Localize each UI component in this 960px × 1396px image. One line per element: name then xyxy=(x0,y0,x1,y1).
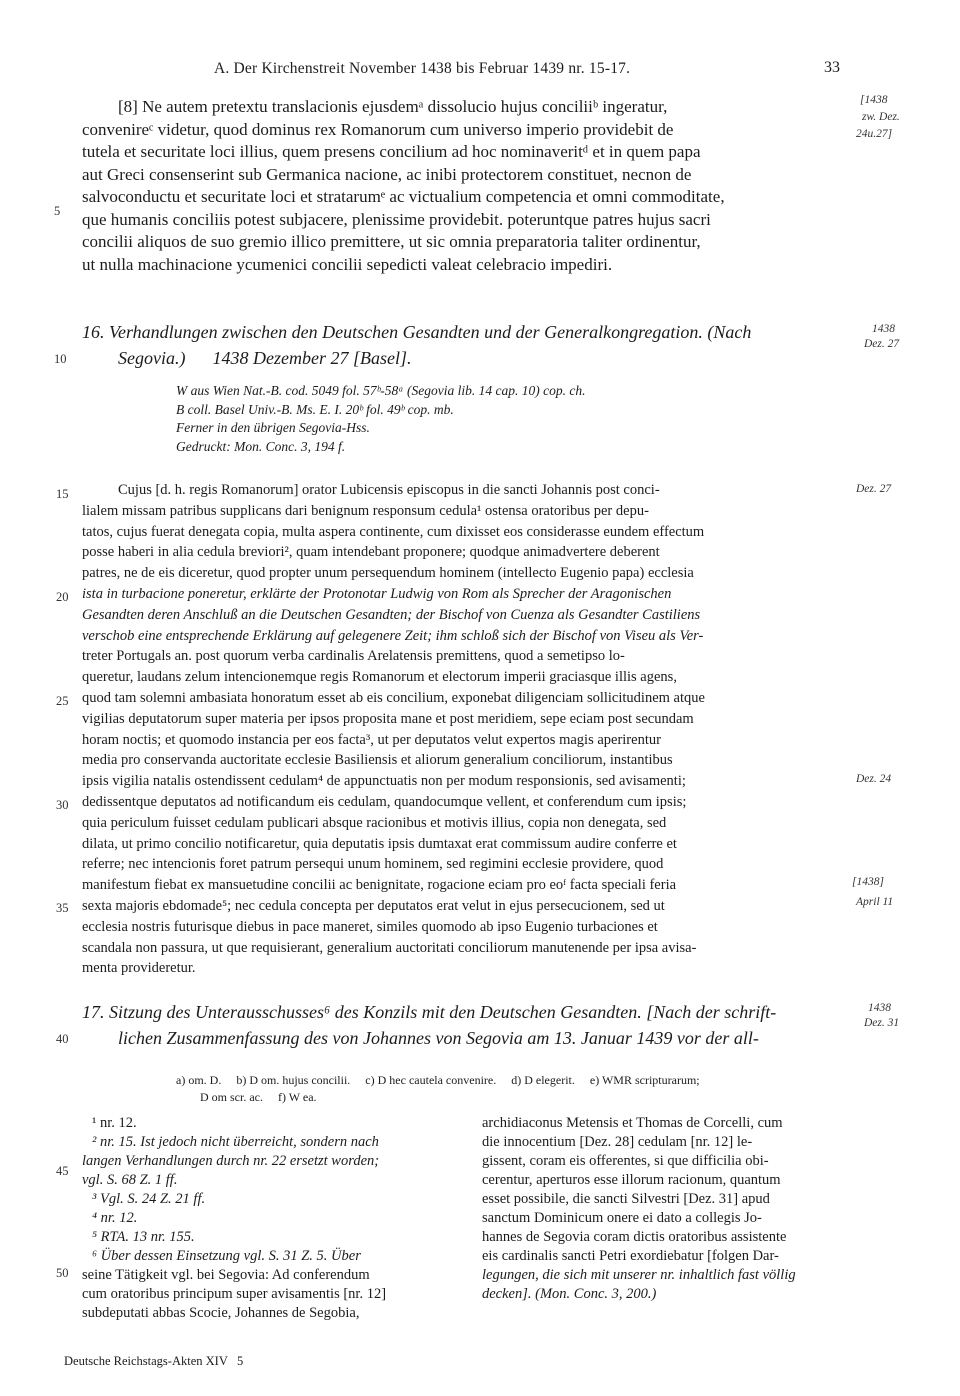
footnote-line: die innocentium [Dez. 28] cedulam [nr. 12] le- xyxy=(482,1134,753,1150)
text-line: ista in turbacione poneretur, erklärte der Protonotar Ludwig von Rom als Sprecher der Aragonischen xyxy=(82,585,672,602)
text-line: posse haberi in alia cedula breviori², quam intendebant proponere; quodque animadvertere deberent xyxy=(82,544,660,561)
footnote-line: seine Tätigkeit vgl. bei Segovia: Ad conferendum xyxy=(82,1267,370,1283)
doc-16-sources xyxy=(176,382,585,456)
text-line: vigilias deputatorum super materia per ipsos proposita mane et post meridiem, sepe eciam post secundam xyxy=(82,710,694,727)
text-line: convenireᶜ videtur, quod dominus rex Romanorum cum universo imperio providebit de xyxy=(82,119,674,139)
margin-date: 1438 xyxy=(868,1002,891,1014)
text-line: media pro conservanda auctoritate ecclesie Basiliensis et aliorum generalium conciliorum, instantibus xyxy=(82,752,673,769)
doc-16-text xyxy=(82,480,852,979)
text-line: scandala non passura, ut que requisierant, generalium auctoritati conciliorum manutenende per ipsa avisa- xyxy=(82,939,697,956)
footnote-line: ² nr. 15. Ist jedoch nicht überreicht, sondern nach xyxy=(92,1134,379,1150)
source-line: B coll. Basel Univ.-B. Ms. E. I. 20ᵇ fol. 49ᵇ cop. mb. xyxy=(176,401,454,417)
text-line: salvoconductu et securitate loci et stratarumᵉ ac victualium competencia et omni commoditate, xyxy=(82,187,725,206)
line-number: 50 xyxy=(56,1266,69,1280)
footnote-line: cum oratoribus principum super avisamentis [nr. 12] xyxy=(82,1286,387,1302)
text-line: queretur, laudans zelum intencionemque regis Romanorum et electorum imperii graciasque illis agens, xyxy=(82,669,677,686)
margin-note: Dez. 24 xyxy=(856,773,892,785)
line-number: 20 xyxy=(56,590,69,604)
page-number: 33 xyxy=(824,59,840,76)
text-line: treter Portugals an. post quorum verba cardinalis Arelatensis premittens, quod a semetipso lo- xyxy=(82,648,625,665)
text-line: menta provideretur. xyxy=(82,960,196,977)
footnote-line: ⁴ nr. 12. xyxy=(92,1210,138,1226)
text-line: dilata, ut primo concilio notificaretur, quia deputatis ipsis dumtaxat erat commissum audire conferre et xyxy=(82,835,677,852)
line-number: 15 xyxy=(56,487,69,501)
printer-signature: Deutsche Reichstags-Akten XIV 5 xyxy=(64,1354,244,1368)
source-line: W aus Wien Nat.-B. cod. 5049 fol. 57ᵇ-58ᵃ (Segovia lib. 14 cap. 10) cop. ch. xyxy=(176,383,586,398)
margin-note: April 11 xyxy=(856,896,894,908)
line-number: 30 xyxy=(56,798,69,812)
footnotes-left-column xyxy=(82,1114,462,1323)
line-number: 10 xyxy=(54,352,67,366)
footnote-line: legungen, die sich mit unserer nr. inhaltlich fast völlig xyxy=(482,1267,796,1283)
critical-apparatus xyxy=(176,1072,700,1106)
footnote-line: cerentur, aperturos esse illorum racionum, quantum xyxy=(482,1172,781,1188)
apparatus-line: D om scr. ac. f) W ea. xyxy=(200,1090,317,1104)
footnote-line: eis cardinalis sancti Petri exordiebatur [folgen Dar- xyxy=(482,1248,779,1264)
running-title: A. Der Kirchenstreit November 1438 bis Februar 1439 nr. 15-17. xyxy=(214,60,631,77)
margin-note: Dez. 27 xyxy=(856,483,892,495)
footnote-line: gissent, coram eis offerentes, si que difficilia obi- xyxy=(482,1153,769,1169)
footnote-line: esset possibile, die sancti Silvestri [Dez. 31] apud xyxy=(482,1191,770,1207)
text-line: lialem missam patribus supplicans dari benignum responsum cedula¹ ostensa oratoribus per depu- xyxy=(82,502,649,519)
footnote-line: vgl. S. 68 Z. 1 ff. xyxy=(82,1172,178,1188)
margin-note: 24u.27] xyxy=(856,128,893,140)
text-line: tutela et securitate loci illius, quem presens concilium ad hoc nominaveritᵈ et in quem papa xyxy=(82,142,701,161)
footnote-line: sanctum Dominicum onere ei dato a collegis Jo- xyxy=(482,1210,762,1226)
footnote-line: ³ Vgl. S. 24 Z. 21 ff. xyxy=(92,1191,206,1207)
margin-note: [1438] xyxy=(852,876,884,888)
footnote-line: hannes de Segovia coram dictis oratoribus assistente xyxy=(482,1229,787,1245)
line-number: 35 xyxy=(56,901,69,915)
margin-note: zw. Dez. xyxy=(862,111,900,123)
footnotes-right-column xyxy=(482,1114,862,1304)
doc-17-heading-line-1: 17. Sitzung des Unterausschusses⁶ des Konzils mit den Deutschen Gesandten. [Nach der schrift- xyxy=(82,1002,777,1022)
source-line: Gedruckt: Mon. Conc. 3, 194 f. xyxy=(176,438,346,454)
footnote-line: subdeputati abbas Scocie, Johannes de Segobia, xyxy=(82,1305,360,1321)
text-line: ecclesia nostris futurisque diebus in pace maneret, similes quomodo ab ipso Eugenio turbaciones et xyxy=(82,918,658,935)
footnote-line: ⁵ RTA. 13 nr. 155. xyxy=(92,1229,195,1245)
text-line: Gesandten deren Anschluß an die Deutschen Gesandten; der Bischof von Cuenza als Gesandter Castiliens xyxy=(82,606,701,623)
line-number: 5 xyxy=(54,204,61,218)
footnote-line: langen Verhandlungen durch nr. 22 ersetzt worden; xyxy=(82,1153,380,1169)
text-line: dedissentque deputatos ad notificandum eis cedulam, quandocumque vellent, et conferendum cum ipsis; xyxy=(82,793,687,810)
footnote-line: ¹ nr. 12. xyxy=(92,1115,137,1131)
text-line: concilii aliquos de suo gremio illico premittere, ut sic omnia preparatoria taliter ordinentur, xyxy=(82,232,701,251)
margin-date: Dez. 27 xyxy=(864,338,900,350)
text-line: quod tam solemni ambasiata honoratum esset ab eis concilium, exponebat diligenciam sollicitudinem atque xyxy=(82,689,705,706)
text-line: sexta majoris ebdomade⁵; nec cedula concepta per deputatos erat velut in ejus persecucionem, sed ut xyxy=(82,897,665,914)
footnote-line: archidiaconus Metensis et Thomas de Corcelli, cum xyxy=(482,1115,783,1131)
text-line: manifestum fiebat ex mansuetudine concilii ac benignitate, rogacione eciam pro eoᶠ facta speciali feria xyxy=(82,877,677,894)
text-line: verschob eine entsprechende Erklärung auf gelegenere Zeit; ihm schloß sich der Bischof von Viseu als Ver- xyxy=(82,627,704,644)
text-line: aut Greci consenserint sub Germanica nacione, ac inibi protectorem constituet, necnon de xyxy=(82,164,692,184)
text-line: quia periculum fuisset cedulam publicari absque racionibus et motivis illius, copia non denegata, sed xyxy=(82,814,667,831)
text-line: ipsis vigilia natalis ostendissent cedulam⁴ de appunctuatis non per modum responsionis, sed avisamenti; xyxy=(82,773,686,790)
source-line: Ferner in den übrigen Segovia-Hss. xyxy=(176,420,370,435)
line-number: 40 xyxy=(56,1032,69,1046)
text-line: que humanis conciliis potest subjacere, plenissime providebit. poteruntque patres hujus sacri xyxy=(82,209,711,229)
footnote-line: ⁶ Über dessen Einsetzung vgl. S. 31 Z. 5. Über xyxy=(92,1248,361,1264)
text-line: ut nulla machinacione ycumenici concilii sepedicti valeat celebracio impediri. xyxy=(82,254,613,274)
line-number: 45 xyxy=(56,1164,69,1178)
line-number: 25 xyxy=(56,694,69,708)
margin-date: 1438 xyxy=(872,323,895,335)
text-line: patres, ne de eis diceretur, quod propter unum persequendum hominem (intellecto Eugenio papa) ecclesia xyxy=(82,565,694,582)
text-line: horam noctis; et quomodo instancia per eos facta³, ut per deputatos velut expertos magis aperirentur xyxy=(82,731,661,748)
margin-note: [1438 xyxy=(860,94,888,106)
footnote-line: decken]. (Mon. Conc. 3, 200.) xyxy=(482,1286,657,1302)
text-line: referre; nec intencionis foret patrum persequi unum hominem, sed regimini ecclesie providere, quod xyxy=(82,856,664,873)
margin-date: Dez. 31 xyxy=(864,1017,900,1029)
text-line: [8] Ne autem pretextu translacionis ejusdemᵃ dissolucio hujus conciliiᵇ ingeratur, xyxy=(118,97,668,116)
doc-16-heading-line-1: 16. Verhandlungen zwischen den Deutschen Gesandten und der Generalkongregation. (Nach xyxy=(82,322,752,342)
doc-17-heading-line-2: lichen Zusammenfassung des von Johannes von Segovia am 13. Januar 1439 vor der all- xyxy=(118,1028,759,1048)
apparatus-line: a) om. D. b) D om. hujus concilii. c) D hec cautela convenire. d) D elegerit. e) WMR scripturarum; xyxy=(176,1073,700,1087)
section-8-text xyxy=(82,96,852,276)
doc-16-heading-line-2: Segovia.) 1438 Dezember 27 [Basel]. xyxy=(118,348,412,368)
text-line: Cujus [d. h. regis Romanorum] orator Lubicensis episcopus in die sancti Johannis post conci- xyxy=(118,482,660,498)
text-line: tatos, cujus fuerat denegata copia, multa aspera continente, cum dixisset eos considerasse eundem effectum xyxy=(82,523,705,540)
